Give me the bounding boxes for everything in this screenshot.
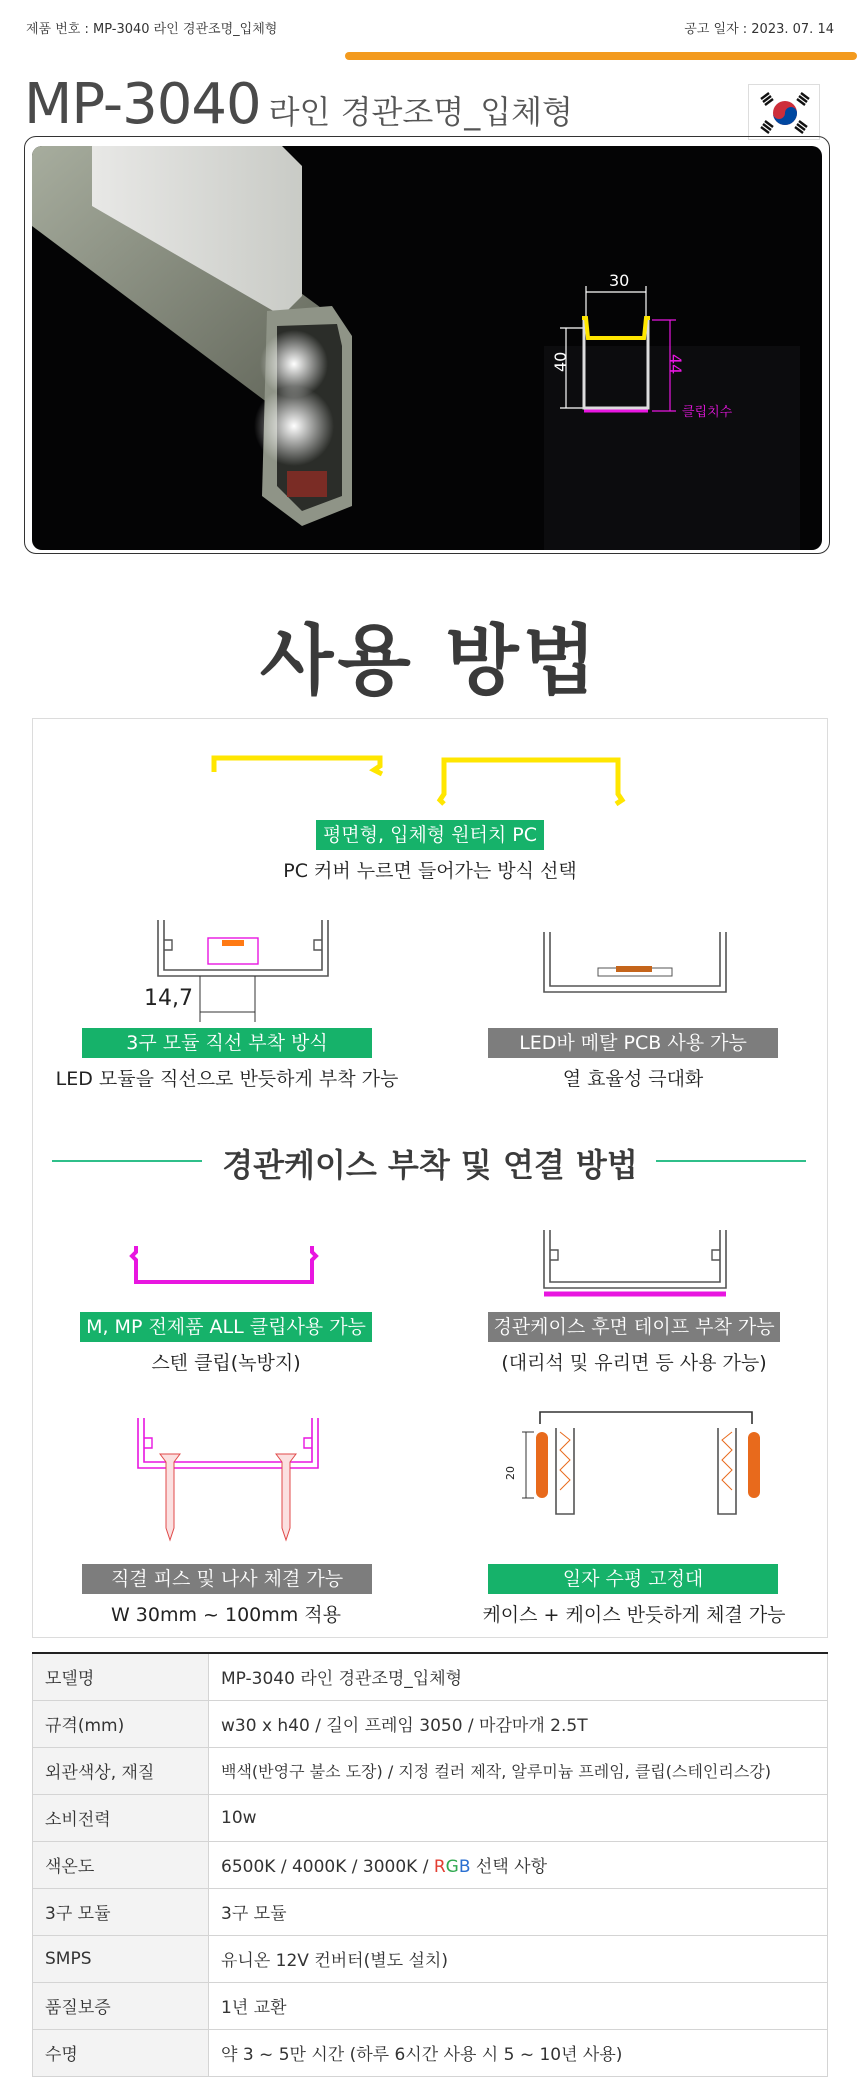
desc-clip: 스텐 클립(녹방지): [151, 1352, 301, 1374]
model-subtitle: 라인 경관조명_입체형: [268, 93, 573, 131]
spec-key: 품질보증: [33, 1982, 209, 2029]
header-meta: [26, 18, 834, 38]
spec-value: w30 x h40 / 길이 프레임 3050 / 마감마개 2.5T: [209, 1700, 828, 1747]
clip-size-label: 클립치수: [682, 405, 733, 420]
usage-heading: 사용 방법: [259, 616, 601, 705]
spec-key: 모델명: [33, 1653, 209, 1700]
spec-key: 색온도: [33, 1841, 209, 1888]
table-row: [33, 1794, 828, 1841]
tape-profile: [540, 1228, 730, 1298]
dim-14-7: 14,7: [144, 986, 193, 1011]
desc-tape: (대리석 및 유리면 등 사용 가능): [501, 1352, 767, 1374]
table-row: [33, 1700, 828, 1747]
desc-metal-pcb: 열 효율성 극대화: [562, 1068, 704, 1090]
page-title: [24, 72, 573, 137]
dim-clip-text: 44: [666, 354, 685, 375]
desc-onetouch-pc: PC 커버 누르면 들어가는 방식 선택: [283, 860, 577, 882]
mounting-heading: [0, 1140, 860, 1184]
product-number: 제품 번호 : MP-3040 라인 경관조명_입체형: [26, 22, 278, 37]
spec-value: [209, 1841, 828, 1888]
spec-key: 수명: [33, 2029, 209, 2076]
spec-value: 유니온 12V 컨버터(별도 설치): [209, 1935, 828, 1982]
rgb-b: B: [458, 1857, 471, 1877]
table-row: [33, 2029, 828, 2076]
label-screw: 직결 피스 및 나사 체결 가능: [82, 1564, 372, 1594]
color-temp-suffix: 선택 사항: [470, 1857, 548, 1877]
label-metal-pcb: LED바 메탈 PCB 사용 가능: [488, 1028, 778, 1058]
korea-flag-icon: [748, 84, 820, 140]
rgb-g: G: [445, 1857, 459, 1877]
dim-width-text: 30: [609, 271, 630, 290]
spec-table: [32, 1652, 828, 2077]
spec-value: 3구 모듈: [209, 1888, 828, 1935]
desc-bracket: 케이스 + 케이스 반듯하게 체결 가능: [482, 1604, 786, 1626]
label-tape: 경관케이스 후면 테이프 부착 가능: [488, 1312, 780, 1342]
desc-screw: W 30mm ~ 100mm 적용: [110, 1604, 342, 1626]
table-row: [33, 1747, 828, 1794]
notice-date: 공고 일자 : 2023. 07. 14: [684, 22, 834, 37]
label-onetouch-pc: 평면형, 입체형 원터치 PC: [316, 820, 544, 850]
table-row: [33, 1888, 828, 1935]
clip-profile: [130, 1246, 320, 1296]
label-3module: 3구 모듈 직선 부착 방식: [82, 1028, 372, 1058]
product-photo: [32, 146, 822, 550]
table-row: [33, 1841, 828, 1888]
spec-key: 3구 모듈: [33, 1888, 209, 1935]
dim-20: 20: [504, 1466, 517, 1480]
spec-key: 소비전력: [33, 1794, 209, 1841]
spec-value: 백색(반영구 불소 도장) / 지정 컬러 제작, 알루미늄 프레임, 클립(스테인리스강): [209, 1747, 828, 1794]
table-row: [33, 1982, 828, 2029]
spec-key: 규격(mm): [33, 1700, 209, 1747]
spec-key: 외관색상, 재질: [33, 1747, 209, 1794]
screw-profile: [130, 1418, 330, 1548]
mounting-heading-text: 경관케이스 부착 및 연결 방법: [222, 1146, 638, 1184]
rgb-r: R: [433, 1857, 446, 1877]
profile-metal-pcb: [540, 930, 730, 1000]
color-temp-values: 6500K / 4000K / 3000K /: [221, 1857, 434, 1877]
table-row: [33, 1935, 828, 1982]
table-row: [33, 1653, 828, 1700]
spec-key: SMPS: [33, 1935, 209, 1982]
spec-value: 10w: [209, 1794, 828, 1841]
spec-value: 1년 교환: [209, 1982, 828, 2029]
desc-3module: LED 모듈을 직선으로 반듯하게 부착 가능: [55, 1068, 399, 1090]
label-bracket: 일자 수평 고정대: [488, 1564, 778, 1594]
accent-bar: [345, 52, 857, 60]
bracket-profile: [516, 1404, 776, 1534]
spec-value: MP-3040 라인 경관조명_입체형: [209, 1653, 828, 1700]
model-name: MP-3040: [24, 72, 261, 137]
label-clip: M, MP 전제품 ALL 클립사용 가능: [80, 1312, 372, 1342]
dim-height-text: 40: [551, 351, 570, 372]
spec-value: 약 3 ~ 5만 시간 (하루 6시간 사용 시 5 ~ 10년 사용): [209, 2029, 828, 2076]
